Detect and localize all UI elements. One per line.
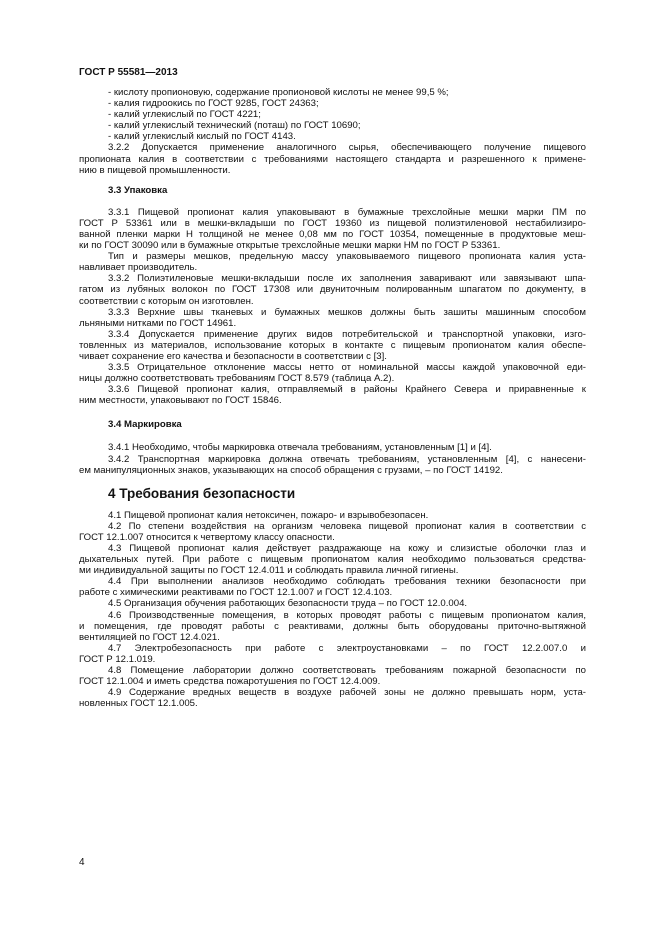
paragraph-line: 3.4.1 Необходимо, чтобы маркировка отвечала требованиям, установленным [1] и [4]. <box>108 442 492 454</box>
list-item: - калий углекислый по ГОСТ 4221; <box>108 109 261 121</box>
paragraph-line: 4.8 Помещение лаборатории должно соответствовать требованиям пожарной безопасности по <box>108 665 586 677</box>
paragraph-line: 3.3.2 Полиэтиленовые мешки-вкладыши после их заполнения заваривают или завязывают шпа- <box>108 273 586 285</box>
list-item: - кислоту пропионовую, содержание пропионовой кислоты не менее 99,5 %; <box>108 87 449 98</box>
paragraph-line: 3.3.6 Пищевой пропионат калия, отправляемый в районы Крайнего Севера и приравненные к <box>108 384 586 396</box>
paragraph-line: 4.2 По степени воздействия на организм человека пищевой пропионат калия в соответствии с <box>108 520 586 532</box>
paragraph-line: 3.4.2 Транспортная маркировка должна отвечать требованиям, установленным [4], с нанесени- <box>108 453 586 465</box>
paragraph-line: льняными нитками по ГОСТ 14961. <box>79 317 237 329</box>
section-heading-marking: 3.4 Маркировка <box>108 419 182 431</box>
paragraph-line: 4.3 Пищевой пропионат калия действует раздражающе на кожу и слизистые оболочки глаз и <box>108 543 586 554</box>
paragraph-line: 4.9 Содержание вредных веществ в воздухе рабочей зоны не должно превышать норм, уста- <box>108 687 586 699</box>
page-content <box>79 87 586 709</box>
paragraph-line: 4.5 Организация обучения работающих безопасности труда – по ГОСТ 12.0.004. <box>108 598 468 610</box>
paragraph-line: ГОСТ Р 53361 или в мешки-вкладыши по ГОСТ 19360 из пищевой полиэтиленовой нестабилизиро- <box>79 217 586 229</box>
list-item: - калий углекислый технический (поташ) по ГОСТ 10690; <box>108 120 361 132</box>
paragraph-line: 3.3.1 Пищевой пропионат калия упаковывают в бумажные трехслойные мешки марки ПМ по <box>108 206 586 218</box>
paragraph-line: ванной пленки марки Н толщиной не менее 0,08 мм по ГОСТ 10354, помещенные в продуктовые меш- <box>79 228 586 240</box>
paragraph-line: и помещения, где проводят работы с реактивами, должны быть оборудованы приточно-вытяжной <box>79 620 586 632</box>
document-header: ГОСТ Р 55581—2013 <box>79 67 178 78</box>
paragraph-line: 3.3.3 Верхние швы тканевых и бумажных мешков должны быть зашиты машинным способом <box>108 306 586 318</box>
paragraph-line: ницы должно соответствовать требованиям ГОСТ 8.579 (таблица А.2). <box>79 373 395 385</box>
paragraph-line: ГОСТ Р 12.1.019. <box>79 653 156 665</box>
paragraph-line: 4.4 При выполнении анализов необходимо соблюдать требования техники безопасности при <box>108 576 586 588</box>
paragraph-line: навливает производитель. <box>79 262 198 274</box>
paragraph-line: ем манипуляционных знаков, указывающих на способ обращения с грузами, – по ГОСТ 14192. <box>79 464 503 476</box>
section-heading-packaging: 3.3 Упаковка <box>108 184 168 196</box>
paragraph-line: Тип и размеры мешков, предельную массу упаковываемого пищевого пропионата калия уста- <box>108 251 586 263</box>
paragraph-line: работе с химическими реактивами по ГОСТ 12.1.007 и ГОСТ 12.4.103. <box>79 587 393 599</box>
paragraph-line: новленных ГОСТ 12.1.005. <box>79 698 198 710</box>
paragraph-line: 3.3.4 Допускается применение других видов потребительской и транспортной упаковки, изго- <box>108 328 586 340</box>
paragraph-line: 4.6 Производственные помещения, в которых проводят работы с пищевым пропионатом калия, <box>108 609 586 621</box>
paragraph-line: товленных из материалов, использование которых в контакте с пищевым пропионатом калия обеспе- <box>79 339 586 351</box>
paragraph-line: соответствии с которым он изготовлен. <box>79 295 254 307</box>
paragraph-line: вентиляцией по ГОСТ 12.4.021. <box>79 631 220 643</box>
paragraph-line: 3.2.2 Допускается применение аналогичного сырья, обеспечивающего получение пищевого <box>108 142 586 154</box>
list-item: - калия гидроокись по ГОСТ 9285, ГОСТ 24363; <box>108 98 319 110</box>
paragraph-line: ним местности, упаковывают по ГОСТ 15846. <box>79 395 282 407</box>
paragraph-line: ГОСТ 12.1.004 и иметь средства пожаротушения по ГОСТ 12.4.009. <box>79 676 381 688</box>
paragraph-line: 4.7 Электробезопасность при работе с электроустановками – по ГОСТ 12.2.007.0 и <box>108 642 586 654</box>
paragraph-line: чивает сохранение его качества и безопасности в соответствии с [3]. <box>79 350 387 362</box>
paragraph-line: ГОСТ 12.1.007 относится к четвертому классу опасности. <box>79 531 335 543</box>
chapter-heading-safety: 4 Требования безопасности <box>108 485 296 501</box>
paragraph-line: пропионата калия в соответствии с требованиями настоящего стандарта и разрешенного к примене- <box>79 153 586 165</box>
paragraph-line: ми индивидуальной защиты по ГОСТ 12.4.011 и соблюдать правила личной гигиены. <box>79 565 459 577</box>
paragraph-line: ки по ГОСТ 30090 или в бумажные открытые трехслойные мешки марки НМ по ГОСТ Р 53361. <box>79 240 501 252</box>
paragraph-line: гатом из лубяных волокон по ГОСТ 17308 или двуниточным полированным шпагатом по документу, в <box>79 284 586 296</box>
paragraph-line: 4.1 Пищевой пропионат калия нетоксичен, пожаро- и взрывобезопасен. <box>108 509 429 521</box>
page-number: 4 <box>79 857 85 868</box>
paragraph-line: дыхательных путей. При работе с пищевым пропионатом калия необходимо пользоваться средства- <box>79 554 586 566</box>
list-item: - калий углекислый кислый по ГОСТ 4143. <box>108 131 296 143</box>
paragraph-line: 3.3.5 Отрицательное отклонение массы нетто от номинальной массы каждой упаковочной еди- <box>108 362 586 374</box>
paragraph-line: нию в пищевой промышленности. <box>79 164 231 176</box>
